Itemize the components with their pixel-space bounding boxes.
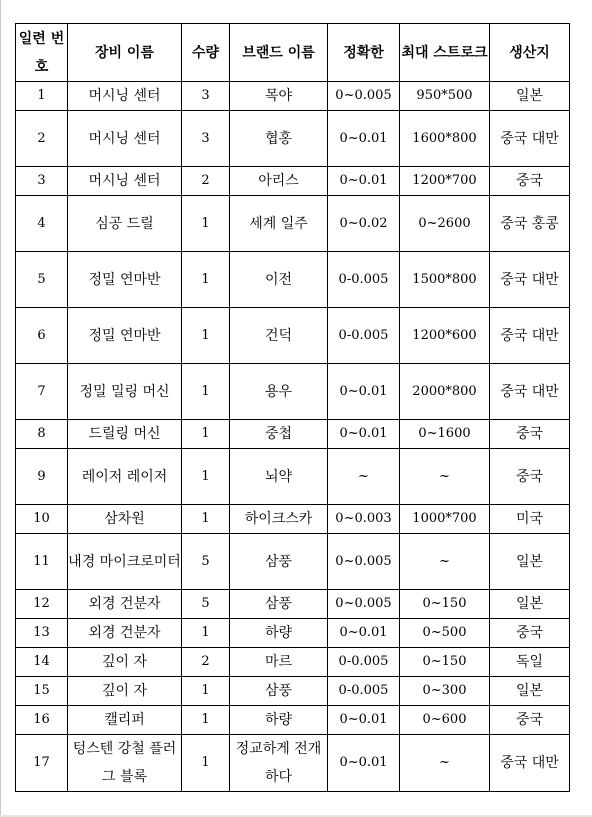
brand-cell: 목야 (230, 82, 328, 111)
accuracy-cell: 0~0.003 (328, 505, 400, 534)
serial-cell: 12 (16, 590, 68, 619)
name-cell: 외경 건분자 (68, 590, 182, 619)
brand-cell: 하량 (230, 619, 328, 648)
brand-cell: 이전 (230, 252, 328, 308)
table-row (16, 252, 570, 308)
header-origin: 생산지 (490, 24, 570, 82)
table-row (16, 706, 570, 735)
accuracy-cell: 0~0.005 (328, 590, 400, 619)
name-cell: 레이저 레이저 (68, 449, 182, 505)
qty-cell: 5 (182, 534, 230, 590)
brand-cell: 마르 (230, 648, 328, 677)
stroke-cell: 1200*700 (400, 167, 490, 196)
accuracy-cell: 0~0.005 (328, 534, 400, 590)
name-cell: 심공 드릴 (68, 196, 182, 252)
serial-cell: 13 (16, 619, 68, 648)
serial-cell: 5 (16, 252, 68, 308)
origin-cell: 일본 (490, 82, 570, 111)
table-row (16, 677, 570, 706)
header-serial: 일련 번호 (16, 24, 68, 82)
qty-cell: 3 (182, 111, 230, 167)
accuracy-cell: 0~0.02 (328, 196, 400, 252)
stroke-cell: 1200*600 (400, 308, 490, 364)
origin-cell: 일본 (490, 534, 570, 590)
name-cell: 정밀 연마반 (68, 308, 182, 364)
qty-cell: 2 (182, 648, 230, 677)
origin-cell: 중국 (490, 619, 570, 648)
table-row (16, 308, 570, 364)
origin-cell: 중국 대만 (490, 252, 570, 308)
qty-cell: 1 (182, 196, 230, 252)
accuracy-cell: 0~0.01 (328, 420, 400, 449)
origin-cell: 중국 대만 (490, 308, 570, 364)
accuracy-cell: 0~0.01 (328, 706, 400, 735)
header-brand: 브랜드 이름 (230, 24, 328, 82)
table-row (16, 82, 570, 111)
table-row (16, 420, 570, 449)
origin-cell: 중국 (490, 449, 570, 505)
qty-cell: 5 (182, 590, 230, 619)
accuracy-cell: 0-0.005 (328, 648, 400, 677)
qty-cell: 1 (182, 706, 230, 735)
stroke-cell: 0~300 (400, 677, 490, 706)
brand-cell: 삼풍 (230, 590, 328, 619)
serial-cell: 8 (16, 420, 68, 449)
accuracy-cell: 0~0.005 (328, 82, 400, 111)
stroke-cell: 950*500 (400, 82, 490, 111)
table-row (16, 648, 570, 677)
header-qty: 수량 (182, 24, 230, 82)
serial-cell: 1 (16, 82, 68, 111)
stroke-cell: ~ (400, 449, 490, 505)
qty-cell: 1 (182, 677, 230, 706)
origin-cell: 중국 홍콩 (490, 196, 570, 252)
origin-cell: 중국 대만 (490, 111, 570, 167)
name-cell: 내경 마이크로미터 (68, 534, 182, 590)
table-row (16, 449, 570, 505)
accuracy-cell: 0-0.005 (328, 677, 400, 706)
serial-cell: 7 (16, 364, 68, 420)
header-accuracy: 정확한 (328, 24, 400, 82)
table-row (16, 111, 570, 167)
accuracy-cell: 0~0.01 (328, 735, 400, 792)
brand-cell: 정교하게 전개하다 (230, 735, 328, 792)
brand-cell: 건덕 (230, 308, 328, 364)
qty-cell: 1 (182, 252, 230, 308)
serial-cell: 6 (16, 308, 68, 364)
qty-cell: 1 (182, 619, 230, 648)
stroke-cell: ~ (400, 735, 490, 792)
name-cell: 머시닝 센터 (68, 167, 182, 196)
equipment-table (15, 23, 570, 792)
stroke-cell: 0~150 (400, 648, 490, 677)
serial-cell: 15 (16, 677, 68, 706)
qty-cell: 1 (182, 449, 230, 505)
brand-cell: 세계 일주 (230, 196, 328, 252)
stroke-cell: 1600*800 (400, 111, 490, 167)
serial-cell: 14 (16, 648, 68, 677)
serial-cell: 11 (16, 534, 68, 590)
name-cell: 텅스텐 강철 플러그 블록 (68, 735, 182, 792)
stroke-cell: 0~2600 (400, 196, 490, 252)
stroke-cell: 0~1600 (400, 420, 490, 449)
serial-cell: 17 (16, 735, 68, 792)
stroke-cell: 0~600 (400, 706, 490, 735)
origin-cell: 중국 (490, 420, 570, 449)
name-cell: 머시닝 센터 (68, 111, 182, 167)
origin-cell: 중국 (490, 706, 570, 735)
origin-cell: 미국 (490, 505, 570, 534)
serial-cell: 16 (16, 706, 68, 735)
header-row (16, 24, 570, 82)
name-cell: 머시닝 센터 (68, 82, 182, 111)
name-cell: 깊이 자 (68, 677, 182, 706)
name-cell: 외경 건분자 (68, 619, 182, 648)
accuracy-cell: ~ (328, 449, 400, 505)
stroke-cell: 1500*800 (400, 252, 490, 308)
qty-cell: 1 (182, 308, 230, 364)
name-cell: 정밀 밀링 머신 (68, 364, 182, 420)
table-row (16, 590, 570, 619)
qty-cell: 1 (182, 505, 230, 534)
table-row (16, 364, 570, 420)
accuracy-cell: 0-0.005 (328, 308, 400, 364)
header-name: 장비 이름 (68, 24, 182, 82)
stroke-cell: 0~150 (400, 590, 490, 619)
stroke-cell: 2000*800 (400, 364, 490, 420)
accuracy-cell: 0~0.01 (328, 167, 400, 196)
serial-cell: 3 (16, 167, 68, 196)
origin-cell: 독일 (490, 648, 570, 677)
name-cell: 드릴링 머신 (68, 420, 182, 449)
table-row (16, 619, 570, 648)
brand-cell: 하이크스카 (230, 505, 328, 534)
brand-cell: 뇌약 (230, 449, 328, 505)
brand-cell: 삼풍 (230, 677, 328, 706)
qty-cell: 1 (182, 420, 230, 449)
origin-cell: 중국 (490, 167, 570, 196)
origin-cell: 중국 대만 (490, 364, 570, 420)
name-cell: 깊이 자 (68, 648, 182, 677)
qty-cell: 1 (182, 364, 230, 420)
name-cell: 캘리퍼 (68, 706, 182, 735)
brand-cell: 협홍 (230, 111, 328, 167)
qty-cell: 3 (182, 82, 230, 111)
stroke-cell: 1000*700 (400, 505, 490, 534)
origin-cell: 중국 대만 (490, 735, 570, 792)
accuracy-cell: 0~0.01 (328, 364, 400, 420)
qty-cell: 2 (182, 167, 230, 196)
serial-cell: 4 (16, 196, 68, 252)
stroke-cell: 0~500 (400, 619, 490, 648)
origin-cell: 일본 (490, 590, 570, 619)
name-cell: 삼차원 (68, 505, 182, 534)
accuracy-cell: 0~0.01 (328, 619, 400, 648)
name-cell: 정밀 연마반 (68, 252, 182, 308)
table-row (16, 735, 570, 792)
table-row (16, 534, 570, 590)
origin-cell: 일본 (490, 677, 570, 706)
accuracy-cell: 0~0.01 (328, 111, 400, 167)
table-row (16, 196, 570, 252)
brand-cell: 하량 (230, 706, 328, 735)
serial-cell: 2 (16, 111, 68, 167)
header-stroke: 최대 스트로크 (400, 24, 490, 82)
accuracy-cell: 0-0.005 (328, 252, 400, 308)
brand-cell: 아리스 (230, 167, 328, 196)
table-row (16, 167, 570, 196)
stroke-cell: ~ (400, 534, 490, 590)
brand-cell: 용우 (230, 364, 328, 420)
qty-cell: 1 (182, 735, 230, 792)
serial-cell: 10 (16, 505, 68, 534)
serial-cell: 9 (16, 449, 68, 505)
page-left-edge (0, 0, 1, 817)
brand-cell: 삼풍 (230, 534, 328, 590)
brand-cell: 중첩 (230, 420, 328, 449)
table-row (16, 505, 570, 534)
